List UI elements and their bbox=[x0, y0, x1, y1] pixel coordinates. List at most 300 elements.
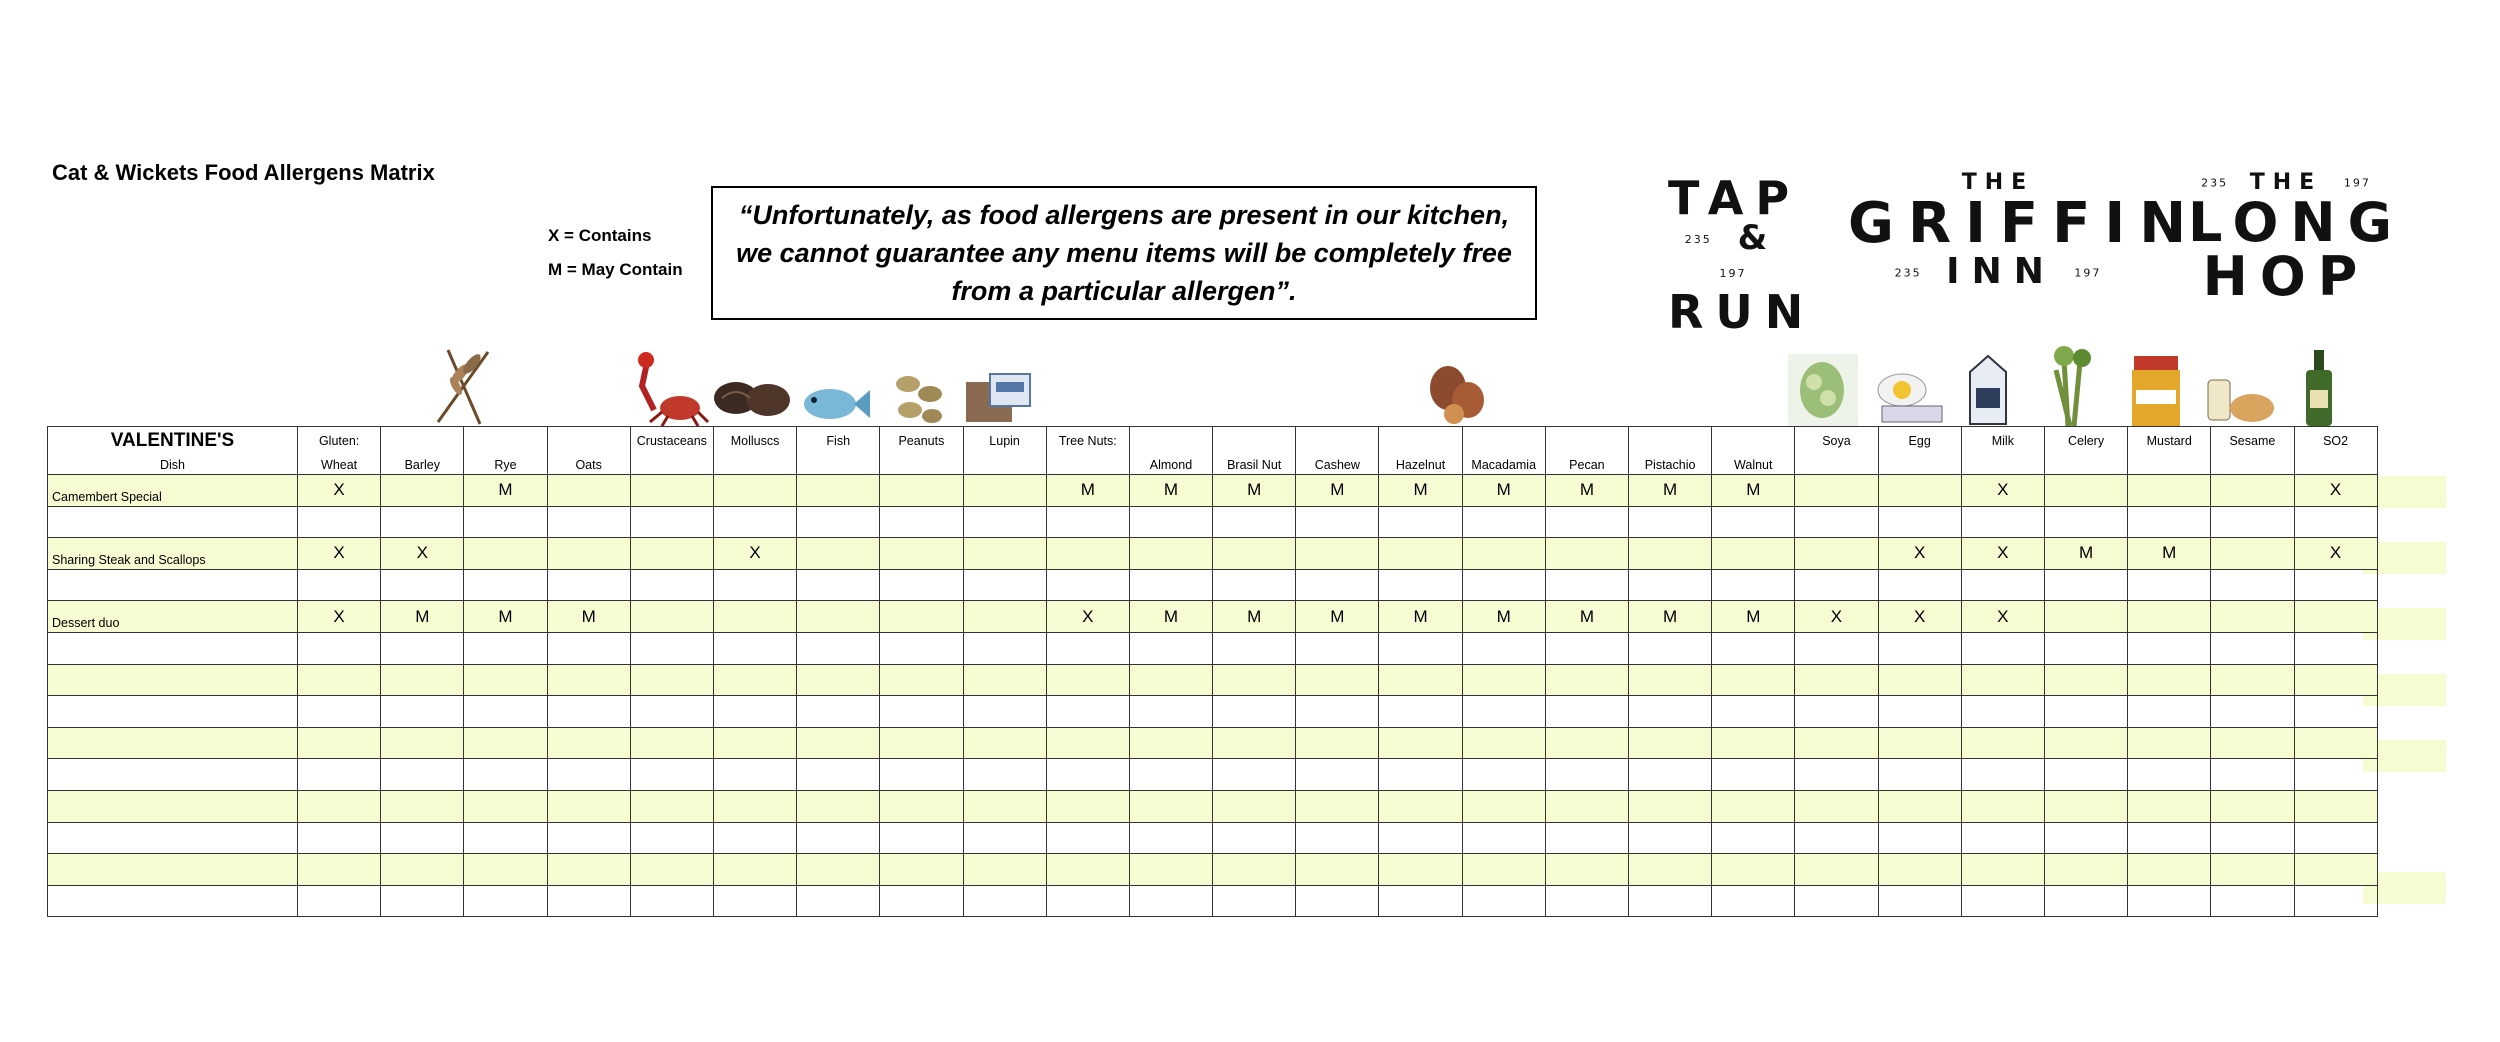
allergen-cell bbox=[713, 727, 796, 759]
allergen-cell bbox=[2211, 632, 2294, 664]
allergen-cell bbox=[2294, 822, 2377, 854]
allergen-cell bbox=[547, 854, 630, 886]
allergen-cell bbox=[630, 854, 713, 886]
allergen-cell bbox=[1379, 759, 1462, 791]
allergen-cell bbox=[1129, 759, 1212, 791]
allergen-cell bbox=[547, 569, 630, 601]
allergen-cell bbox=[1129, 538, 1212, 570]
allergen-cell bbox=[1629, 506, 1712, 538]
allergen-header-label: Molluscs bbox=[730, 434, 780, 448]
allergen-cell bbox=[880, 727, 963, 759]
allergen-cell bbox=[547, 506, 630, 538]
allergen-cell bbox=[797, 601, 880, 633]
allergen-cell bbox=[298, 696, 381, 728]
allergen-cell bbox=[713, 854, 796, 886]
allergen-cell bbox=[1878, 632, 1961, 664]
allergen-column-header bbox=[464, 427, 547, 475]
allergen-column-header bbox=[1795, 427, 1878, 475]
dish-name-cell bbox=[48, 790, 298, 822]
allergen-cell: M bbox=[464, 475, 547, 507]
allergen-cell bbox=[713, 601, 796, 633]
allergen-cell bbox=[2294, 727, 2377, 759]
allergen-cell bbox=[1878, 696, 1961, 728]
allergen-header-sublabel: Pistachio bbox=[1644, 458, 1696, 472]
allergen-cell bbox=[797, 632, 880, 664]
table-row bbox=[48, 632, 2378, 664]
allergen-cell bbox=[1629, 632, 1712, 664]
allergen-cell: M bbox=[2044, 538, 2127, 570]
allergen-cell bbox=[797, 475, 880, 507]
allergen-cell bbox=[464, 696, 547, 728]
allergen-cell: M bbox=[1129, 601, 1212, 633]
allergen-cell bbox=[630, 632, 713, 664]
allergen-cell: M bbox=[1712, 601, 1795, 633]
allergen-cell bbox=[880, 885, 963, 917]
allergen-cell bbox=[2211, 790, 2294, 822]
allergen-cell bbox=[1795, 759, 1878, 791]
allergen-cell bbox=[1379, 854, 1462, 886]
allergen-cell bbox=[1795, 727, 1878, 759]
allergen-cell bbox=[298, 632, 381, 664]
allergen-cell bbox=[2044, 601, 2127, 633]
allergen-cell: M bbox=[1296, 475, 1379, 507]
allergen-column-header bbox=[2128, 427, 2211, 475]
allergen-cell bbox=[298, 664, 381, 696]
table-row bbox=[48, 475, 2378, 507]
allergen-cell bbox=[2294, 790, 2377, 822]
allergen-cell bbox=[2294, 632, 2377, 664]
allergen-header-label: Tree Nuts: bbox=[1058, 434, 1117, 448]
allergen-cell: M bbox=[1712, 475, 1795, 507]
wine-icon bbox=[2296, 346, 2346, 428]
allergen-cell bbox=[880, 790, 963, 822]
allergen-cell: X bbox=[298, 538, 381, 570]
allergen-cell bbox=[464, 759, 547, 791]
allergen-cell bbox=[547, 696, 630, 728]
allergen-icon-strip bbox=[0, 338, 2500, 428]
allergen-cell bbox=[1379, 538, 1462, 570]
allergen-column-header bbox=[1629, 427, 1712, 475]
allergen-cell bbox=[1795, 475, 1878, 507]
allergen-cell bbox=[547, 790, 630, 822]
allergen-cell bbox=[464, 632, 547, 664]
griffin-inn-logo bbox=[1848, 170, 2201, 292]
allergen-cell bbox=[464, 854, 547, 886]
allergen-cell bbox=[1629, 538, 1712, 570]
allergen-cell bbox=[630, 759, 713, 791]
allergen-cell bbox=[880, 759, 963, 791]
allergen-cell: X bbox=[1878, 601, 1961, 633]
allergen-cell bbox=[630, 475, 713, 507]
allergen-column-header bbox=[880, 427, 963, 475]
allergen-cell: M bbox=[1213, 601, 1296, 633]
allergen-cell bbox=[1629, 822, 1712, 854]
logo-text: 235 & 197 bbox=[1684, 218, 1768, 280]
allergen-cell bbox=[1545, 538, 1628, 570]
allergen-cell bbox=[1795, 506, 1878, 538]
allergen-cell bbox=[547, 822, 630, 854]
allergen-cell bbox=[1462, 696, 1545, 728]
allergen-cell bbox=[1961, 885, 2044, 917]
allergen-header-sublabel: Walnut bbox=[1734, 458, 1773, 472]
allergen-cell bbox=[1712, 790, 1795, 822]
dish-name-cell bbox=[48, 632, 298, 664]
allergen-cell bbox=[381, 696, 464, 728]
allergen-header-sublabel: Barley bbox=[404, 458, 440, 472]
allergen-cell bbox=[464, 569, 547, 601]
allergen-cell bbox=[1712, 822, 1795, 854]
allergen-cell: X bbox=[1046, 601, 1129, 633]
allergen-cell: M bbox=[1545, 601, 1628, 633]
allergen-cell bbox=[1213, 632, 1296, 664]
allergen-cell bbox=[2128, 506, 2211, 538]
allergen-cell bbox=[298, 854, 381, 886]
allergen-cell bbox=[1213, 885, 1296, 917]
allergen-cell bbox=[630, 601, 713, 633]
allergen-cell bbox=[797, 506, 880, 538]
allergen-cell bbox=[963, 632, 1046, 664]
allergen-cell bbox=[1712, 506, 1795, 538]
allergen-cell bbox=[1379, 664, 1462, 696]
allergen-cell bbox=[2044, 854, 2127, 886]
table-row bbox=[48, 569, 2378, 601]
allergen-cell bbox=[1462, 822, 1545, 854]
logo-text: THE bbox=[1961, 170, 2035, 195]
allergen-cell bbox=[1213, 790, 1296, 822]
allergen-cell bbox=[1795, 664, 1878, 696]
allergen-cell bbox=[1629, 759, 1712, 791]
allergen-header-label: Sesame bbox=[2229, 434, 2276, 448]
allergen-cell bbox=[1296, 854, 1379, 886]
allergen-cell bbox=[1878, 854, 1961, 886]
allergen-cell bbox=[1129, 822, 1212, 854]
allergen-cell bbox=[1462, 759, 1545, 791]
allergen-column-header bbox=[2294, 427, 2377, 475]
allergen-cell: X bbox=[1795, 601, 1878, 633]
allergen-cell bbox=[2128, 822, 2211, 854]
allergen-header-label: Fish bbox=[826, 434, 851, 448]
allergen-cell bbox=[1961, 854, 2044, 886]
allergen-cell bbox=[1712, 727, 1795, 759]
allergen-cell bbox=[2044, 664, 2127, 696]
allergen-column-header bbox=[1712, 427, 1795, 475]
allergen-header-sublabel: Macadamia bbox=[1471, 458, 1537, 472]
allergen-cell bbox=[298, 822, 381, 854]
allergen-cell bbox=[2128, 632, 2211, 664]
allergen-cell: X bbox=[1878, 538, 1961, 570]
allergen-cell bbox=[1795, 790, 1878, 822]
allergen-cell bbox=[1296, 506, 1379, 538]
allergen-cell bbox=[1046, 822, 1129, 854]
allergen-cell bbox=[713, 506, 796, 538]
logo-text: HOP bbox=[2202, 245, 2370, 308]
allergen-cell bbox=[1379, 727, 1462, 759]
allergen-cell: M bbox=[1379, 475, 1462, 507]
allergen-cell bbox=[2211, 854, 2294, 886]
allergen-cell bbox=[464, 538, 547, 570]
allergen-cell bbox=[797, 759, 880, 791]
allergen-cell bbox=[797, 790, 880, 822]
allergen-cell bbox=[1629, 885, 1712, 917]
allergen-cell bbox=[2211, 538, 2294, 570]
allergen-cell: M bbox=[547, 601, 630, 633]
allergen-cell bbox=[1795, 538, 1878, 570]
allergen-column-header bbox=[1462, 427, 1545, 475]
allergen-cell bbox=[2044, 475, 2127, 507]
allergen-cell bbox=[1296, 632, 1379, 664]
allergen-column-header bbox=[963, 427, 1046, 475]
allergen-cell bbox=[298, 506, 381, 538]
allergen-matrix-table bbox=[47, 426, 2378, 917]
allergen-cell bbox=[1545, 854, 1628, 886]
allergen-cell bbox=[381, 475, 464, 507]
allergen-cell bbox=[1213, 664, 1296, 696]
allergen-cell bbox=[1961, 759, 2044, 791]
allergen-header-label: Milk bbox=[1991, 434, 2014, 448]
allergen-cell bbox=[1379, 506, 1462, 538]
allergen-cell bbox=[1462, 632, 1545, 664]
allergen-cell bbox=[2044, 885, 2127, 917]
allergen-header-label: Soya bbox=[1822, 434, 1851, 448]
allergen-cell: X bbox=[2294, 475, 2377, 507]
allergen-cell bbox=[630, 885, 713, 917]
allergen-cell bbox=[1296, 759, 1379, 791]
allergen-cell bbox=[2044, 696, 2127, 728]
allergen-column-header bbox=[2211, 427, 2294, 475]
allergen-cell bbox=[547, 759, 630, 791]
allergen-cell bbox=[381, 790, 464, 822]
dish-column-header bbox=[48, 427, 298, 475]
allergen-header-label: Mustard bbox=[2146, 434, 2192, 448]
allergen-header-sublabel: Wheat bbox=[321, 458, 358, 472]
allergen-cell bbox=[381, 506, 464, 538]
allergen-cell bbox=[1213, 822, 1296, 854]
allergen-cell bbox=[1129, 854, 1212, 886]
allergen-cell bbox=[1712, 696, 1795, 728]
allergen-cell: M bbox=[381, 601, 464, 633]
allergen-cell bbox=[1629, 569, 1712, 601]
allergen-cell bbox=[1462, 664, 1545, 696]
allergen-cell bbox=[1296, 822, 1379, 854]
allergen-cell bbox=[1129, 727, 1212, 759]
dish-label: Dish bbox=[159, 458, 185, 472]
sesame-icon bbox=[2202, 364, 2276, 428]
allergen-cell bbox=[713, 475, 796, 507]
allergen-cell: X bbox=[381, 538, 464, 570]
allergen-cell bbox=[797, 727, 880, 759]
allergen-cell bbox=[1296, 569, 1379, 601]
allergen-cell bbox=[381, 822, 464, 854]
allergen-cell bbox=[630, 696, 713, 728]
allergen-cell bbox=[298, 885, 381, 917]
allergen-cell bbox=[713, 822, 796, 854]
allergen-cell bbox=[1046, 696, 1129, 728]
allergen-cell bbox=[547, 475, 630, 507]
allergen-cell bbox=[1545, 790, 1628, 822]
allergen-cell bbox=[1961, 569, 2044, 601]
allergen-cell bbox=[298, 759, 381, 791]
allergen-cell bbox=[963, 759, 1046, 791]
allergen-cell bbox=[1046, 854, 1129, 886]
table-row bbox=[48, 506, 2378, 538]
allergen-cell bbox=[464, 506, 547, 538]
allergen-cell bbox=[1961, 632, 2044, 664]
allergen-header-sublabel: Oats bbox=[575, 458, 602, 472]
allergen-cell bbox=[547, 885, 630, 917]
allergen-cell bbox=[713, 885, 796, 917]
allergen-cell bbox=[1296, 696, 1379, 728]
allergen-column-header bbox=[298, 427, 381, 475]
allergen-cell bbox=[1878, 664, 1961, 696]
allergen-cell bbox=[1545, 822, 1628, 854]
allergen-cell bbox=[1878, 569, 1961, 601]
allergen-column-header bbox=[1129, 427, 1212, 475]
allergen-cell: X bbox=[1961, 601, 2044, 633]
dish-name-cell bbox=[48, 506, 298, 538]
allergen-cell bbox=[880, 569, 963, 601]
allergen-cell bbox=[630, 569, 713, 601]
dish-name-cell: Camembert Special bbox=[48, 475, 298, 507]
allergen-column-header bbox=[2044, 427, 2127, 475]
allergen-header-label: SO2 bbox=[2323, 434, 2349, 448]
allergen-cell bbox=[2128, 664, 2211, 696]
allergen-header-sublabel: Pecan bbox=[1569, 458, 1605, 472]
allergen-cell bbox=[1129, 885, 1212, 917]
allergen-cell bbox=[1213, 854, 1296, 886]
allergen-cell bbox=[2211, 569, 2294, 601]
allergen-cell bbox=[1712, 632, 1795, 664]
allergen-cell: X bbox=[713, 538, 796, 570]
allergen-header-label: Celery bbox=[2067, 434, 2105, 448]
allergen-cell bbox=[713, 696, 796, 728]
allergen-cell bbox=[1296, 664, 1379, 696]
allergen-cell bbox=[1545, 569, 1628, 601]
allergen-cell bbox=[1712, 885, 1795, 917]
allergen-cell: X bbox=[298, 475, 381, 507]
dish-name-cell: Dessert duo bbox=[48, 601, 298, 633]
allergen-cell bbox=[464, 664, 547, 696]
allergen-cell bbox=[1795, 696, 1878, 728]
celery-icon bbox=[2038, 340, 2102, 428]
allergen-cell bbox=[1296, 790, 1379, 822]
allergen-cell bbox=[1629, 664, 1712, 696]
allergen-cell bbox=[963, 822, 1046, 854]
allergen-cell bbox=[2044, 759, 2127, 791]
allergen-cell bbox=[547, 632, 630, 664]
allergen-cell bbox=[2294, 664, 2377, 696]
allergen-cell bbox=[1379, 790, 1462, 822]
allergen-cell bbox=[547, 664, 630, 696]
allergen-cell bbox=[1046, 664, 1129, 696]
table-header-row bbox=[48, 427, 2378, 475]
allergen-cell bbox=[880, 664, 963, 696]
allergen-cell bbox=[963, 696, 1046, 728]
allergen-cell bbox=[2294, 601, 2377, 633]
allergen-notice: “Unfortunately, as food allergens are present in our kitchen, we cannot guarantee any menu items will be completely free from a particular allergen”. bbox=[711, 186, 1537, 320]
allergen-cell bbox=[880, 854, 963, 886]
allergen-cell bbox=[880, 506, 963, 538]
allergen-header-sublabel: Brasil Nut bbox=[1227, 458, 1282, 472]
allergen-cell bbox=[2128, 601, 2211, 633]
allergen-cell bbox=[1712, 854, 1795, 886]
allergen-cell bbox=[2211, 885, 2294, 917]
allergen-cell bbox=[1046, 885, 1129, 917]
allergen-cell bbox=[963, 854, 1046, 886]
allergen-cell bbox=[963, 601, 1046, 633]
table-row bbox=[48, 790, 2378, 822]
table-row bbox=[48, 601, 2378, 633]
allergen-cell bbox=[963, 885, 1046, 917]
allergen-cell bbox=[1878, 506, 1961, 538]
logo-text: 235 INN 197 bbox=[1894, 251, 2102, 292]
allergen-cell bbox=[1545, 885, 1628, 917]
allergen-cell bbox=[298, 727, 381, 759]
dish-name-cell bbox=[48, 664, 298, 696]
allergen-cell bbox=[1878, 727, 1961, 759]
allergen-cell bbox=[298, 569, 381, 601]
allergen-cell bbox=[1545, 696, 1628, 728]
allergen-column-header bbox=[1878, 427, 1961, 475]
allergen-cell bbox=[1961, 727, 2044, 759]
allergen-cell bbox=[1712, 664, 1795, 696]
allergen-cell bbox=[1795, 822, 1878, 854]
allergen-cell: M bbox=[1379, 601, 1462, 633]
allergen-cell bbox=[1961, 822, 2044, 854]
allergen-cell bbox=[1795, 632, 1878, 664]
logo-text: GRIFFIN bbox=[1848, 191, 2201, 256]
allergen-cell bbox=[1795, 569, 1878, 601]
allergen-column-header bbox=[1296, 427, 1379, 475]
allergen-cell bbox=[797, 822, 880, 854]
allergen-column-header bbox=[547, 427, 630, 475]
allergen-cell bbox=[2044, 632, 2127, 664]
allergen-cell bbox=[1462, 538, 1545, 570]
allergen-cell bbox=[797, 696, 880, 728]
allergen-header-sublabel: Cashew bbox=[1314, 458, 1360, 472]
fish-icon bbox=[796, 378, 872, 428]
allergen-cell bbox=[880, 475, 963, 507]
allergen-column-header bbox=[1379, 427, 1462, 475]
allergen-cell bbox=[381, 727, 464, 759]
allergen-header-label: Peanuts bbox=[898, 434, 945, 448]
allergen-cell bbox=[1129, 790, 1212, 822]
allergen-column-header bbox=[630, 427, 713, 475]
allergen-cell bbox=[713, 664, 796, 696]
allergen-cell bbox=[1379, 696, 1462, 728]
allergen-cell: M bbox=[1046, 475, 1129, 507]
allergen-cell bbox=[1712, 759, 1795, 791]
allergen-header-label: Lupin bbox=[989, 434, 1020, 448]
allergen-column-header bbox=[1046, 427, 1129, 475]
allergen-cell bbox=[1462, 506, 1545, 538]
dish-name-cell bbox=[48, 696, 298, 728]
allergen-cell bbox=[1129, 696, 1212, 728]
allergen-cell bbox=[2211, 475, 2294, 507]
allergen-column-header bbox=[713, 427, 796, 475]
allergen-cell: M bbox=[1629, 601, 1712, 633]
legend-contains: X = Contains bbox=[548, 226, 652, 245]
allergen-cell bbox=[1545, 727, 1628, 759]
allergen-cell bbox=[713, 632, 796, 664]
allergen-cell bbox=[1878, 475, 1961, 507]
dish-name-cell: Sharing Steak and Scallops bbox=[48, 538, 298, 570]
allergen-cell bbox=[1046, 727, 1129, 759]
allergen-cell bbox=[464, 822, 547, 854]
allergen-cell bbox=[963, 790, 1046, 822]
soya-icon bbox=[1786, 352, 1860, 428]
allergen-cell bbox=[1296, 538, 1379, 570]
allergen-cell bbox=[2211, 664, 2294, 696]
